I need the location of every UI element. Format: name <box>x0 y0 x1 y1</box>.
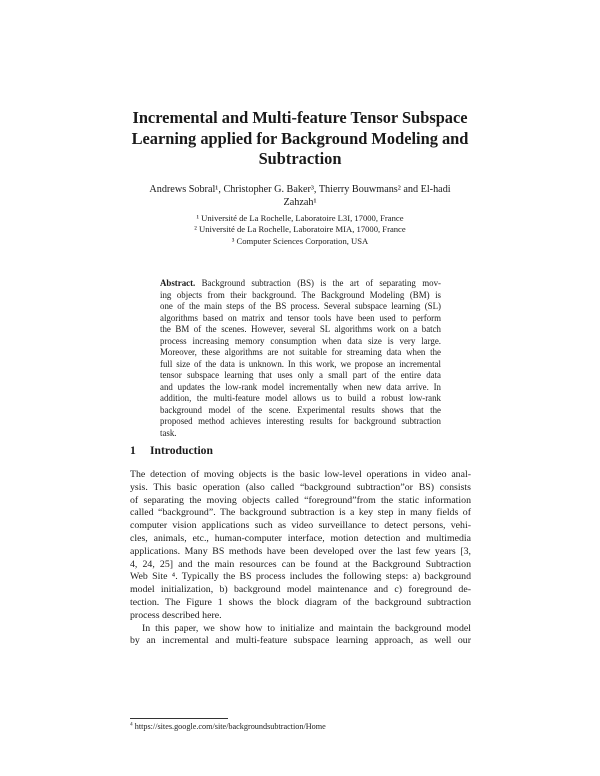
affiliation: ³ Computer Sciences Corporation, USA <box>231 235 369 246</box>
body-line: computer vision applications such as video surveillance to detect persons, vehi- <box>130 520 471 532</box>
author-line: Zahzah¹ <box>283 197 317 208</box>
abstract-line <box>160 278 441 290</box>
footnote <box>130 722 470 732</box>
abstract-line: process increasing memory consumption when data size is very large. <box>160 335 441 346</box>
section-heading <box>130 444 470 458</box>
footnote-marker: 4 <box>130 721 133 728</box>
body-line: process described here. <box>130 609 222 621</box>
abstract-line: ing objects from their background. The Background Modeling (BM) is <box>160 289 441 300</box>
title-line: Subtraction <box>258 149 342 168</box>
abstract-line: one of the main steps of the BS process. Several subspace learning (SL) <box>160 301 441 311</box>
abstract-line: and updates the low-rank model incrementally when new data arrive. In <box>160 381 441 392</box>
title-line: Incremental and Multi-feature Tensor Subspace <box>132 108 468 127</box>
body-line: cles, animals, etc., human-computer interface, motion detection and multimedia <box>130 532 471 544</box>
author-line: Andrews Sobral¹, Christopher G. Baker³, Thierry Bouwmans² and El-hadi <box>149 184 451 195</box>
abstract-line: full size of the data is unknown. In this work, we propose an incremental <box>160 358 441 369</box>
body-line: called “background”. The background subtraction is a key step in many fields of <box>130 507 471 519</box>
abstract-line: algorithms based on matrix and tensor tools have been used to perform <box>160 312 441 323</box>
body-line: by an incremental and multi-feature subspace learning approach, as well our <box>130 635 471 647</box>
abstract-line: proposed method achieves interesting results for background subtraction <box>160 416 441 426</box>
body-line: In this paper, we show how to initialize and maintain the background model <box>142 622 471 634</box>
body-line: tection. The Figure 1 shows the block diagram of the background subtraction <box>130 596 471 608</box>
footnote-url: https://sites.google.com/site/backgroundsubtraction/Home <box>134 722 326 731</box>
body-line: model initialization, b) background model maintenance and c) foreground de- <box>130 584 471 596</box>
footnote-rule <box>130 718 228 719</box>
body-line: of separating the moving objects called “foreground”from the static information <box>130 494 471 506</box>
body-line: The detection of moving objects is the basic low-level operations in video anal- <box>130 469 471 480</box>
abstract-line: task. <box>160 427 177 438</box>
affiliation-list <box>110 213 490 247</box>
body-text <box>130 469 471 648</box>
abstract-line: Moreover, these algorithms are not suitable for streaming data when the <box>160 347 441 357</box>
section-title: Introduction <box>150 444 213 457</box>
abstract-label: Abstract. <box>160 278 196 288</box>
abstract-first-line: Background subtraction (BS) is the art of separating mov- <box>195 278 441 288</box>
body-line: Web Site ⁴. Typically the BS process includes the following steps: a) background <box>130 571 471 583</box>
body-line: 4, 24, 25] and the main resources can be found at the Background Subtraction <box>130 558 471 570</box>
affiliation: ¹ Université de La Rochelle, Laboratoire L3I, 17000, France <box>196 213 404 223</box>
abstract <box>160 278 441 439</box>
body-line: applications. Many BS methods have been developed over the last few years [3, <box>130 545 471 557</box>
author-list <box>110 183 490 209</box>
abstract-line: addition, the multi-feature model allows us to build a robust low-rank <box>160 393 441 403</box>
section-number: 1 <box>130 444 136 457</box>
abstract-line: the BM of the scenes. However, several SL algorithms work on a batch <box>160 324 441 334</box>
abstract-line: tensor subspace learning that uses only a small part of the entire data <box>160 370 441 380</box>
title-line: Learning applied for Background Modeling and <box>131 128 469 148</box>
abstract-line: background model of the scene. Experimental results shows that the <box>160 404 441 415</box>
paper-title <box>110 108 490 170</box>
body-line: ysis. This basic operation (also called “background subtraction”or BS) consists <box>130 481 471 493</box>
affiliation: ² Université de La Rochelle, Laboratoire MIA, 17000, France <box>194 224 406 235</box>
